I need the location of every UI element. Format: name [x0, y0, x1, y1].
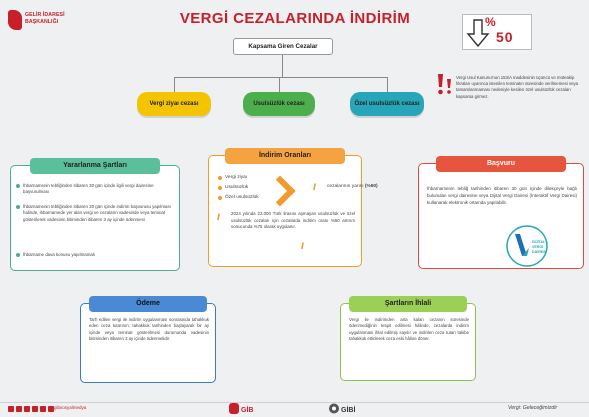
gib-logo	[8, 10, 78, 32]
social-icons	[8, 406, 54, 412]
scope-connector-branch	[174, 77, 388, 92]
discount-item: Usulsüzlük	[225, 185, 249, 190]
discount-rate-value: (%50)	[364, 184, 378, 189]
slash-decoration-icon: //	[301, 241, 303, 251]
gib-footer-logo-icon	[228, 402, 258, 415]
badge-percent-sign: %	[485, 15, 496, 29]
gibi-footer-logo-icon	[328, 402, 368, 415]
discount-rate-prefix: cezalarının yarısı	[327, 184, 365, 189]
instagram-icon[interactable]	[24, 406, 30, 412]
discount-paragraph: 2024 yılında 23.000 Türk lirasını aşmayan usulsüzlük ve özel usulsüzlük cezaları için cezalarda indirim oranı %50 artırım sonucunda %75 olarak uygulanır.	[231, 211, 355, 230]
discount-rate	[327, 184, 378, 189]
chevron-right-icon	[264, 175, 295, 206]
page-title: VERGİ CEZALARINDA İNDİRİM	[179, 10, 411, 27]
linkedin-icon[interactable]	[40, 406, 46, 412]
eligibility-title: Yararlanma Şartları	[30, 158, 160, 174]
scope-item-irregularity: Usulsüzlük cezası	[243, 92, 315, 116]
eligibility-item: İhbarnamenin tebliğinden itibaren 30 gün içinde indirim başvurusu yapılması halinde, ihbarnamede yer alan vergi ve cezaların vadesinde veya teminat gösterilerek vadesinin bitiminden itibaren 3 ay içinde ödenmesi	[23, 204, 173, 223]
payment-title: Ödeme	[89, 296, 207, 312]
facebook-icon[interactable]	[8, 406, 14, 412]
scope-connector-vertical	[282, 55, 283, 77]
violation-title: Şartların İhlali	[349, 296, 467, 312]
x-icon[interactable]	[16, 406, 22, 412]
application-text: İhbarnamenin tebliğ tarihinden itibaren 30 gün içinde dilekçeyle bağlı bulunulan vergi dairesine veya Dijital Vergi Dairesi (İnteraktif Vergi Dairesi) kullanarak elektronik ortamda yapılabilir.	[427, 186, 577, 205]
slash-decoration-icon: //	[217, 212, 219, 222]
application-card	[418, 160, 584, 269]
discount-title: İndirim Oranları	[225, 148, 345, 164]
footer-slogan: Vergi: Geleceğimizdir	[508, 405, 558, 411]
payment-text: Tarh edilen vergi ile indirim uygulanması sonrasında tahakkuk eden ceza tutarının; tahakkuk tarihinden başlayarak bir ay içinde veya teminat gösterilmesi durumunda vadesinin bitiminden itibaren 3 ay içinde ödenmelidir.	[89, 317, 209, 342]
badge-value: 50	[496, 29, 514, 45]
eligibility-item: İhbarname dava konusu yapılmamalı	[23, 252, 173, 258]
org-line-1: GELİR İDARESİ	[25, 12, 65, 18]
scope-item-special-irregularity: Özel usulsüzlük cezası	[350, 92, 424, 116]
percent-50-badge	[462, 14, 532, 50]
youtube-icon[interactable]	[32, 406, 38, 412]
discount-item: Özel usulsüzlük	[225, 195, 259, 200]
payment-card	[80, 300, 216, 383]
violation-card	[340, 300, 476, 381]
footer-divider	[0, 402, 589, 403]
gib-footer-logo-text: GİB	[241, 407, 254, 414]
discount-card	[208, 152, 378, 267]
slash-decoration-icon: //	[313, 182, 315, 192]
dvd-logo-line-2: VERGİ	[532, 245, 544, 249]
gib-logo-mark-icon	[8, 10, 22, 30]
discount-item: Vergi ziyaı	[225, 175, 248, 180]
exclamation-icon	[434, 72, 456, 103]
dvd-logo-line-3: DAİRESİ	[532, 250, 547, 254]
footer-social-handle[interactable]: gibsosyalmedya	[54, 405, 87, 410]
eligibility-card	[10, 162, 180, 271]
gib-logo-text	[25, 12, 65, 25]
application-title: Başvuru	[436, 156, 566, 172]
gibi-footer-logo-text: GİBİ	[341, 407, 356, 414]
eligibility-item: İhbarnamenin tebliğinden itibaren 30 gün içinde ilgili vergi dairesine başvurulması	[23, 183, 173, 196]
scope-item-tax-loss: Vergi ziyaı cezası	[137, 92, 211, 116]
violation-text: Vergi ile indirimden arta kalan cezanın süresinde ödenmediğinin tespit edilmesi hâlinde, cezalarda indirim uygulanması ihlal edilmiş sayılır ve indirilen ceza tutarı takibe tahakkuk ettirilerek ceza eski hâline döner.	[349, 317, 469, 342]
scope-title: Kapsama Giren Cezalar	[233, 38, 333, 55]
digital-tax-office-logo-icon	[505, 224, 549, 268]
dvd-logo-line-1: DİJİTAL	[532, 240, 546, 244]
scope-connector-mid	[279, 77, 280, 92]
scope-exclusion-note: Vergi Usul Kanunu'nun 153/A maddesinin üçüncü ve müteakip fıkraları uyarınca istenilen teminatın süresinde verilmemesi veya tamamlanmaması nedeniyle kesilen özel usulsüzlük cezaları kapsama girmez.	[456, 75, 579, 99]
org-line-2: BAŞKANLIĞI	[25, 18, 59, 25]
